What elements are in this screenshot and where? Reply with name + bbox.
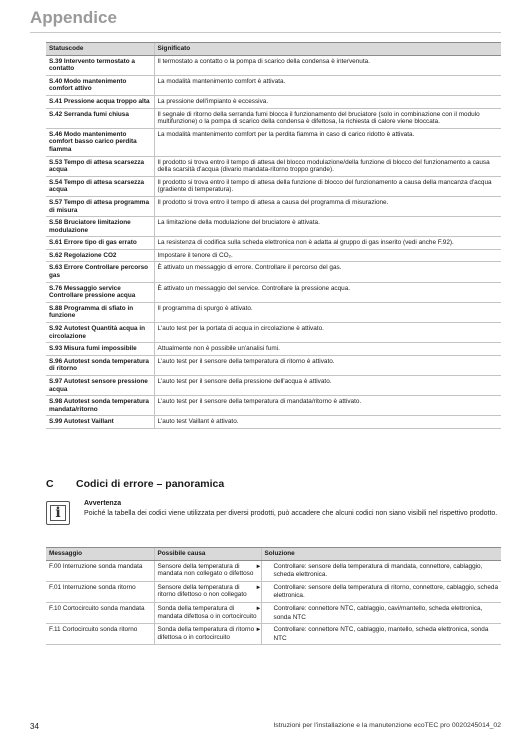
status-code-cell: S.93 Misura fumi impossibile xyxy=(46,343,154,356)
error-message-cell: F.00 Interruzione sonda mandata xyxy=(46,560,154,581)
page-title: Appendice xyxy=(30,8,117,27)
status-code-table xyxy=(46,42,501,429)
table-row xyxy=(46,355,501,375)
column-header-messaggio: Messaggio xyxy=(46,548,154,561)
status-code-cell: S.92 Autotest Quantità acqua in circolazione xyxy=(46,323,154,343)
table-row xyxy=(46,55,501,75)
table-row xyxy=(46,343,501,356)
table-row xyxy=(46,302,501,322)
status-meaning-cell: La modalità mantenimento comfort per la perdita fiamma in caso di carico ridotto è attivata. xyxy=(154,128,501,156)
solution-text: Controllare: connettore NTC, cablaggio, mantello, scheda elettronica, sonda NTC xyxy=(273,626,489,642)
bullet-arrow-icon: ► xyxy=(255,563,262,570)
table-row xyxy=(46,416,501,429)
status-meaning-cell: La modalità mantenimento comfort è attivata. xyxy=(154,75,501,95)
solution-text: Controllare: connettore NTC, cablaggio, cavi/mantello, scheda elettronica, sonda NTC xyxy=(273,604,483,621)
status-code-cell: S.98 Autotest sonda temperatura mandata/ritorno xyxy=(46,396,154,416)
table-row xyxy=(46,95,501,108)
table-row xyxy=(46,624,501,645)
status-meaning-cell: È attivato un messaggio di errore. Controllare il percorso del gas. xyxy=(154,262,501,282)
status-code-cell: S.58 Bruciatore limitazione modulazione xyxy=(46,217,154,237)
table-row xyxy=(46,581,501,602)
table-row xyxy=(46,196,501,216)
table-row xyxy=(46,376,501,396)
table-row xyxy=(46,323,501,343)
error-solution-cell xyxy=(255,602,501,623)
status-code-cell: S.41 Pressione acqua troppo alta xyxy=(46,95,154,108)
status-code-cell: S.99 Autotest Vaillant xyxy=(46,416,154,429)
status-meaning-cell: Il programma di spurgo è attivato. xyxy=(154,302,501,322)
table-row xyxy=(46,262,501,282)
status-meaning-cell: La limitazione della modulazione del bruciatore è attivata. xyxy=(154,217,501,237)
status-code-cell: S.62 Regolazione CO2 xyxy=(46,249,154,262)
status-meaning-cell: Il prodotto si trova entro il tempo di attesa del blocco modulazione/della funzione di blocco del funzionamento a causa della scarsità d'acqua (divario mandata-ritorno troppo grande). xyxy=(154,156,501,176)
status-code-cell: S.40 Modo mantenimento comfort attivo xyxy=(46,75,154,95)
status-code-cell: S.63 Errore Controllare percorso gas xyxy=(46,262,154,282)
table-row xyxy=(46,396,501,416)
page-header xyxy=(30,6,501,33)
note-text: Poiché la tabella dei codici viene utilizzata per diversi prodotti, può accadere che alcuni codici non siano visibili nel rispettivo prodotto. xyxy=(84,510,498,517)
section-heading xyxy=(46,477,501,491)
status-meaning-cell: L'auto test per il sensore della pressione dell'acqua è attivato. xyxy=(154,376,501,396)
error-solution-cell xyxy=(255,581,501,602)
status-meaning-cell: Attualmente non è possibile un'analisi fumi. xyxy=(154,343,501,356)
status-code-cell: S.57 Tempo di attesa programma di misura xyxy=(46,196,154,216)
table-header-row xyxy=(46,548,501,561)
status-code-cell: S.54 Tempo di attesa scarsezza acqua xyxy=(46,176,154,196)
info-icon: i xyxy=(46,501,70,525)
status-meaning-cell: La pressione dell'impianto è eccessiva. xyxy=(154,95,501,108)
bullet-arrow-icon: ► xyxy=(255,627,262,634)
table-row xyxy=(46,237,501,250)
error-message-cell: F.11 Cortocircuito sonda ritorno xyxy=(46,624,154,645)
status-meaning-cell: Il prodotto si trova entro il tempo di attesa a causa del programma di misurazione. xyxy=(154,196,501,216)
status-code-cell: S.39 Intervento termostato a contatto xyxy=(46,55,154,75)
solution-text: Controllare: sensore della temperatura di mandata, connettore, cablaggio, scheda elettronica. xyxy=(273,562,483,579)
error-cause-cell: Sonda della temperatura di ritorno difettosa o in cortocircuito xyxy=(154,624,261,645)
error-code-table xyxy=(46,547,501,645)
status-code-cell: S.53 Tempo di attesa scarsezza acqua xyxy=(46,156,154,176)
table-row xyxy=(46,176,501,196)
status-code-cell: S.76 Messaggio service Controllare pressione acqua xyxy=(46,282,154,302)
status-meaning-cell: La resistenza di codifica sulla scheda elettronica non è adatta al gruppo di gas inserito (vedi anche F.92). xyxy=(154,237,501,250)
error-message-cell: F.10 Cortocircuito sonda mandata xyxy=(46,602,154,623)
section-title: Codici di errore – panoramica xyxy=(76,478,225,490)
column-header-possibile-causa: Possibile causa xyxy=(154,548,261,561)
error-cause-cell: Sonda della temperatura di mandata difettosa o in cortocircuito xyxy=(154,602,261,623)
error-cause-cell: Sensore della temperatura di mandata non collegato o difettoso xyxy=(154,560,261,581)
status-meaning-cell: L'auto test per il sensore della temperatura di mandata/ritorno è attivato. xyxy=(154,396,501,416)
section-letter: C xyxy=(46,478,54,490)
note-block xyxy=(46,499,501,533)
footer-text: Istruzioni per l'installazione e la manutenzione ecoTEC pro 0020245014_02 xyxy=(273,722,501,729)
status-meaning-cell: Il termostato a contatto o la pompa di scarico della condensa è intervenuta. xyxy=(154,55,501,75)
status-code-cell: S.42 Serranda fumi chiusa xyxy=(46,108,154,128)
status-code-cell: S.96 Autotest sonda temperatura di ritorno xyxy=(46,355,154,375)
status-code-cell: S.88 Programma di sfiato in funzione xyxy=(46,302,154,322)
table-header-row xyxy=(46,43,501,56)
column-header-soluzione: Soluzione xyxy=(261,548,501,561)
table-row xyxy=(46,75,501,95)
table-row xyxy=(46,282,501,302)
column-header-significato: Significato xyxy=(154,43,501,56)
status-meaning-cell: Il prodotto si trova entro il tempo di attesa della funzione di blocco del funzionamento a causa della mancanza d'acqua (gradiente di temperatura). xyxy=(154,176,501,196)
status-meaning-cell: È attivato un messaggio del service. Controllare la pressione acqua. xyxy=(154,282,501,302)
status-code-cell: S.97 Autotest sensore pressione acqua xyxy=(46,376,154,396)
solution-text: Controllare: sensore della temperatura di ritorno, connettore, cablaggio, scheda elettronica. xyxy=(273,583,499,600)
page-number: 34 xyxy=(30,722,39,731)
status-meaning-cell: L'auto test Vaillant è attivato. xyxy=(154,416,501,429)
status-code-cell: S.46 Modo mantenimento comfort basso carico perdita fiamma xyxy=(46,128,154,156)
error-cause-cell: Sensore della temperatura di ritorno difettoso o non collegato xyxy=(154,581,261,602)
status-meaning-cell: L'auto test per il sensore della temperatura di ritorno è attivato. xyxy=(154,355,501,375)
table-row xyxy=(46,217,501,237)
bullet-arrow-icon: ► xyxy=(255,605,262,612)
bullet-arrow-icon: ► xyxy=(255,584,262,591)
table-row xyxy=(46,128,501,156)
table-row xyxy=(46,108,501,128)
status-meaning-cell: L'auto test per la portata di acqua in circolazione è attivato. xyxy=(154,323,501,343)
table-row xyxy=(46,249,501,262)
error-solution-cell xyxy=(255,624,501,645)
note-title: Avvertenza xyxy=(84,500,122,507)
error-solution-cell xyxy=(255,560,501,581)
status-meaning-cell: Impostare il tenore di CO₂. xyxy=(154,249,501,262)
status-meaning-cell: Il segnale di ritorno della serranda fumi blocca il funzionamento del bruciatore (solo in combinazione con il modulo multifunzione) o la pompa di scarico della condensa è difettosa, la richiesta di calore viene bloccata. xyxy=(154,108,501,128)
table-row xyxy=(46,560,501,581)
status-code-cell: S.61 Errore tipo di gas errato xyxy=(46,237,154,250)
table-row xyxy=(46,156,501,176)
column-header-statuscode: Statuscode xyxy=(46,43,154,56)
table-row xyxy=(46,602,501,623)
error-message-cell: F.01 Interruzione sonda ritorno xyxy=(46,581,154,602)
